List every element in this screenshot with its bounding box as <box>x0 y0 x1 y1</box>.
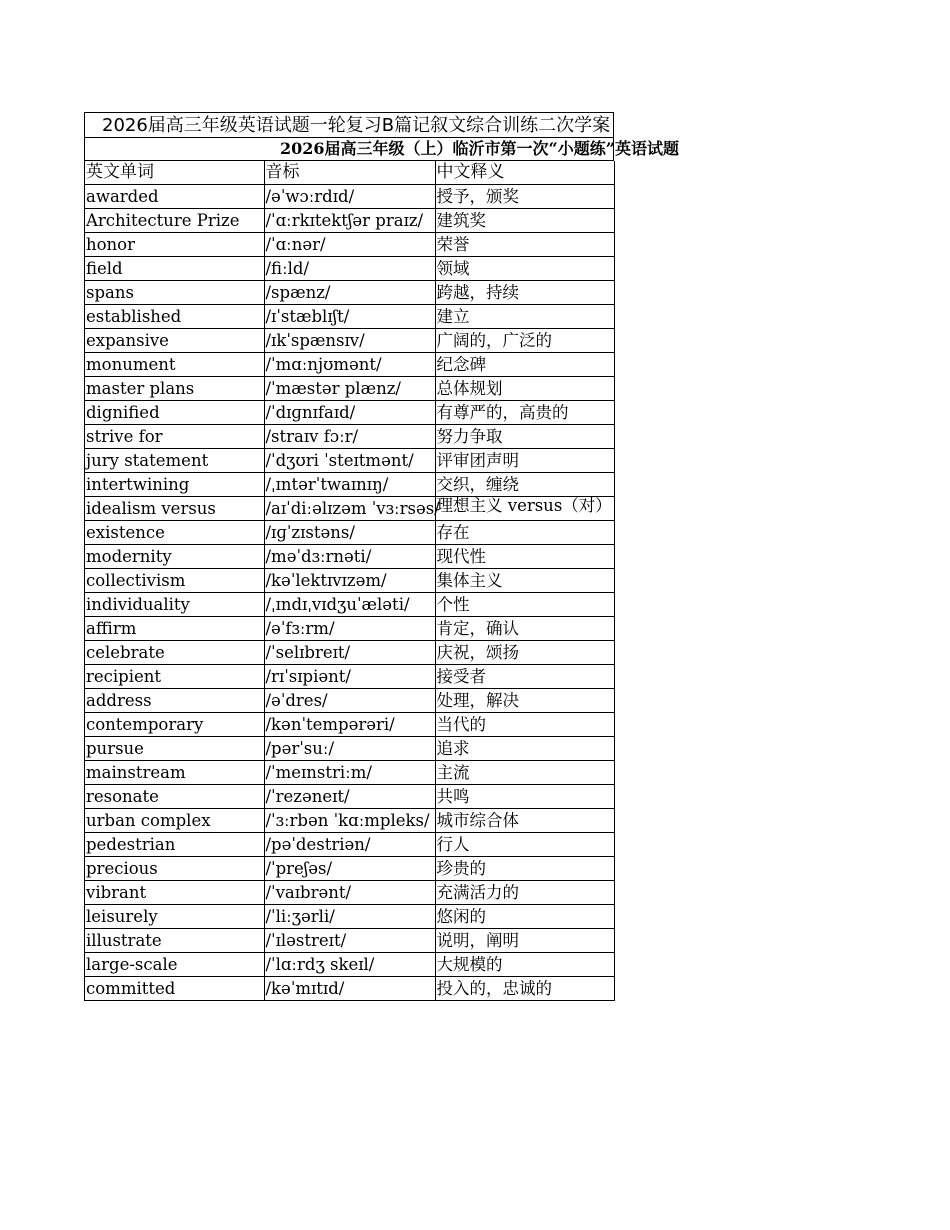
meaning-cell[interactable]: 跨越，持续 <box>435 281 614 305</box>
meaning-cell[interactable]: 努力争取 <box>435 425 614 449</box>
meaning-cell[interactable]: 说明，阐明 <box>435 929 614 953</box>
word-cell[interactable]: mainstream <box>85 761 264 785</box>
table-row <box>85 617 614 641</box>
table-row <box>85 785 614 809</box>
meaning-cell[interactable]: 大规模的 <box>435 953 614 977</box>
word-cell[interactable]: strive for <box>85 425 264 449</box>
meaning-cell[interactable]: 处理，解决 <box>435 689 614 713</box>
meaning-cell[interactable]: 领域 <box>435 257 614 281</box>
table-row <box>85 929 614 953</box>
meaning-cell[interactable]: 荣誉 <box>435 233 614 257</box>
meaning-cell[interactable]: 总体规划 <box>435 377 614 401</box>
phonetic-cell[interactable]: /ˈliːʒərli/ <box>264 905 435 929</box>
phonetic-cell[interactable]: /ˌɪntərˈtwaɪnɪŋ/ <box>264 473 435 497</box>
phonetic-cell[interactable]: /ˈpreʃəs/ <box>264 857 435 881</box>
phonetic-cell[interactable]: /ˌɪndɪˌvɪdʒuˈæləti/ <box>264 593 435 617</box>
word-cell[interactable]: committed <box>85 977 264 1001</box>
meaning-cell[interactable]: 授予，颁奖 <box>435 185 614 209</box>
meaning-cell[interactable]: 建筑奖 <box>435 209 614 233</box>
word-cell[interactable]: idealism versus <box>85 497 264 521</box>
table-row <box>85 497 614 521</box>
word-cell[interactable]: individuality <box>85 593 264 617</box>
table-row <box>85 305 614 329</box>
word-cell[interactable]: intertwining <box>85 473 264 497</box>
meaning-cell[interactable]: 广阔的，广泛的 <box>435 329 614 353</box>
table-row <box>85 257 614 281</box>
phonetic-cell[interactable]: /ˈdʒʊri ˈsteɪtmənt/ <box>264 449 435 473</box>
phonetic-cell[interactable]: /ˈɜːrbən ˈkɑːmpleks/ <box>264 809 435 833</box>
phonetic-cell[interactable]: /kənˈtempərəri/ <box>264 713 435 737</box>
word-cell[interactable]: monument <box>85 353 264 377</box>
phonetic-cell[interactable]: /ˈselɪbreɪt/ <box>264 641 435 665</box>
phonetic-cell[interactable]: /straɪv fɔːr/ <box>264 425 435 449</box>
meaning-cell[interactable]: 追求 <box>435 737 614 761</box>
word-cell[interactable]: large-scale <box>85 953 264 977</box>
table-row <box>85 809 614 833</box>
phonetic-cell[interactable]: /ˈvaɪbrənt/ <box>264 881 435 905</box>
word-cell[interactable]: master plans <box>85 377 264 401</box>
word-cell[interactable]: jury statement <box>85 449 264 473</box>
table-row <box>85 233 614 257</box>
meaning-cell[interactable]: 悠闲的 <box>435 905 614 929</box>
vocabulary-table <box>85 161 615 1001</box>
meaning-cell[interactable]: 交织，缠绕 <box>435 473 614 497</box>
sheet-title[interactable]: 2026届高三年级英语试题一轮复习B篇记叙文综合训练二次学案 <box>85 113 614 138</box>
phonetic-cell[interactable]: /ˈdɪɡnɪfaɪd/ <box>264 401 435 425</box>
spreadsheet <box>84 112 679 1001</box>
meaning-cell[interactable]: 肯定，确认 <box>435 617 614 641</box>
phonetic-cell[interactable]: /əˈwɔːrdɪd/ <box>264 185 435 209</box>
word-cell[interactable]: established <box>85 305 264 329</box>
word-cell[interactable]: leisurely <box>85 905 264 929</box>
word-cell[interactable]: pedestrian <box>85 833 264 857</box>
table-row <box>85 689 614 713</box>
table-row <box>85 977 614 1001</box>
meaning-cell[interactable]: 存在 <box>435 521 614 545</box>
word-cell[interactable]: affirm <box>85 617 264 641</box>
phonetic-cell[interactable]: /ˈɪləstreɪt/ <box>264 929 435 953</box>
table-row <box>85 833 614 857</box>
table-row <box>85 353 614 377</box>
meaning-cell[interactable]: 评审团声明 <box>435 449 614 473</box>
table-row <box>85 665 614 689</box>
table-row <box>85 569 614 593</box>
phonetic-cell[interactable]: /ˈrezəneɪt/ <box>264 785 435 809</box>
meaning-cell[interactable]: 有尊严的，高贵的 <box>435 401 614 425</box>
word-cell[interactable]: field <box>85 257 264 281</box>
table-row <box>85 881 614 905</box>
word-cell[interactable]: address <box>85 689 264 713</box>
table-row <box>85 425 614 449</box>
meaning-cell[interactable]: 珍贵的 <box>435 857 614 881</box>
header-phonetic[interactable]: 音标 <box>264 161 435 185</box>
meaning-cell[interactable]: 理想主义 versus（对） <box>435 497 614 521</box>
phonetic-cell[interactable]: /ˈmeɪnstriːm/ <box>264 761 435 785</box>
phonetic-cell[interactable]: /əˈdres/ <box>264 689 435 713</box>
meaning-cell[interactable]: 庆祝，颂扬 <box>435 641 614 665</box>
table-row <box>85 329 614 353</box>
phonetic-cell[interactable]: /ɪkˈspænsɪv/ <box>264 329 435 353</box>
phonetic-cell[interactable]: /kəˈmɪtɪd/ <box>264 977 435 1001</box>
meaning-cell[interactable]: 充满活力的 <box>435 881 614 905</box>
header-word[interactable]: 英文单词 <box>85 161 264 185</box>
phonetic-cell[interactable]: /pəˈdestriən/ <box>264 833 435 857</box>
word-cell[interactable]: illustrate <box>85 929 264 953</box>
phonetic-cell[interactable]: /əˈfɜːrm/ <box>264 617 435 641</box>
word-cell[interactable]: precious <box>85 857 264 881</box>
meaning-cell[interactable]: 当代的 <box>435 713 614 737</box>
word-cell[interactable]: collectivism <box>85 569 264 593</box>
phonetic-cell[interactable]: /aɪˈdiːəlɪzəm ˈvɜːrsəs/ <box>264 497 435 521</box>
phonetic-cell[interactable]: /məˈdɜːrnəti/ <box>264 545 435 569</box>
sheet-subtitle[interactable]: 2026届高三年级（上）临沂市第一次“小题练”英语试题 <box>85 138 614 161</box>
table-row <box>85 905 614 929</box>
header-row <box>85 161 614 185</box>
phonetic-cell[interactable]: /ˈɑːrkɪtektʃər praɪz/ <box>264 209 435 233</box>
word-cell[interactable]: awarded <box>85 185 264 209</box>
phonetic-cell[interactable]: /spænz/ <box>264 281 435 305</box>
word-cell[interactable]: pursue <box>85 737 264 761</box>
word-cell[interactable]: urban complex <box>85 809 264 833</box>
table-row <box>85 209 614 233</box>
meaning-cell[interactable]: 建立 <box>435 305 614 329</box>
meaning-cell[interactable]: 纪念碑 <box>435 353 614 377</box>
header-meaning[interactable]: 中文释义 <box>435 161 614 185</box>
table-row <box>85 473 614 497</box>
table-row <box>85 281 614 305</box>
table-row <box>85 761 614 785</box>
table-row <box>85 593 614 617</box>
table-row <box>85 857 614 881</box>
phonetic-cell[interactable]: /ˈmæstər plænz/ <box>264 377 435 401</box>
meaning-cell[interactable]: 接受者 <box>435 665 614 689</box>
table-row <box>85 401 614 425</box>
table-row <box>85 185 614 209</box>
meaning-cell[interactable]: 行人 <box>435 833 614 857</box>
phonetic-cell[interactable]: /ɪɡˈzɪstəns/ <box>264 521 435 545</box>
table-row <box>85 737 614 761</box>
table-row <box>85 377 614 401</box>
meaning-cell[interactable]: 城市综合体 <box>435 809 614 833</box>
phonetic-cell[interactable]: /ˈlɑːrdʒ skeɪl/ <box>264 953 435 977</box>
table-row <box>85 953 614 977</box>
word-cell[interactable]: Architecture Prize <box>85 209 264 233</box>
word-cell[interactable]: recipient <box>85 665 264 689</box>
meaning-cell[interactable]: 现代性 <box>435 545 614 569</box>
table-row <box>85 545 614 569</box>
word-cell[interactable]: celebrate <box>85 641 264 665</box>
word-cell[interactable]: dignified <box>85 401 264 425</box>
word-cell[interactable]: honor <box>85 233 264 257</box>
table-row <box>85 521 614 545</box>
table-row <box>85 449 614 473</box>
phonetic-cell[interactable]: /ɪˈstæblɪʃt/ <box>264 305 435 329</box>
meaning-cell[interactable]: 主流 <box>435 761 614 785</box>
phonetic-cell[interactable]: /ˈɑːnər/ <box>264 233 435 257</box>
word-cell[interactable]: modernity <box>85 545 264 569</box>
phonetic-cell[interactable]: /kəˈlektɪvɪzəm/ <box>264 569 435 593</box>
table-row <box>85 641 614 665</box>
phonetic-cell[interactable]: /pərˈsuː/ <box>264 737 435 761</box>
phonetic-cell[interactable]: /ˈmɑːnjʊmənt/ <box>264 353 435 377</box>
meaning-cell[interactable]: 共鸣 <box>435 785 614 809</box>
phonetic-cell[interactable]: /fiːld/ <box>264 257 435 281</box>
word-cell[interactable]: resonate <box>85 785 264 809</box>
table-row <box>85 713 614 737</box>
word-cell[interactable]: vibrant <box>85 881 264 905</box>
phonetic-cell[interactable]: /rɪˈsɪpiənt/ <box>264 665 435 689</box>
word-cell[interactable]: spans <box>85 281 264 305</box>
word-cell[interactable]: expansive <box>85 329 264 353</box>
meaning-cell[interactable]: 投入的，忠诚的 <box>435 977 614 1001</box>
word-cell[interactable]: contemporary <box>85 713 264 737</box>
meaning-cell[interactable]: 集体主义 <box>435 569 614 593</box>
word-cell[interactable]: existence <box>85 521 264 545</box>
meaning-cell[interactable]: 个性 <box>435 593 614 617</box>
